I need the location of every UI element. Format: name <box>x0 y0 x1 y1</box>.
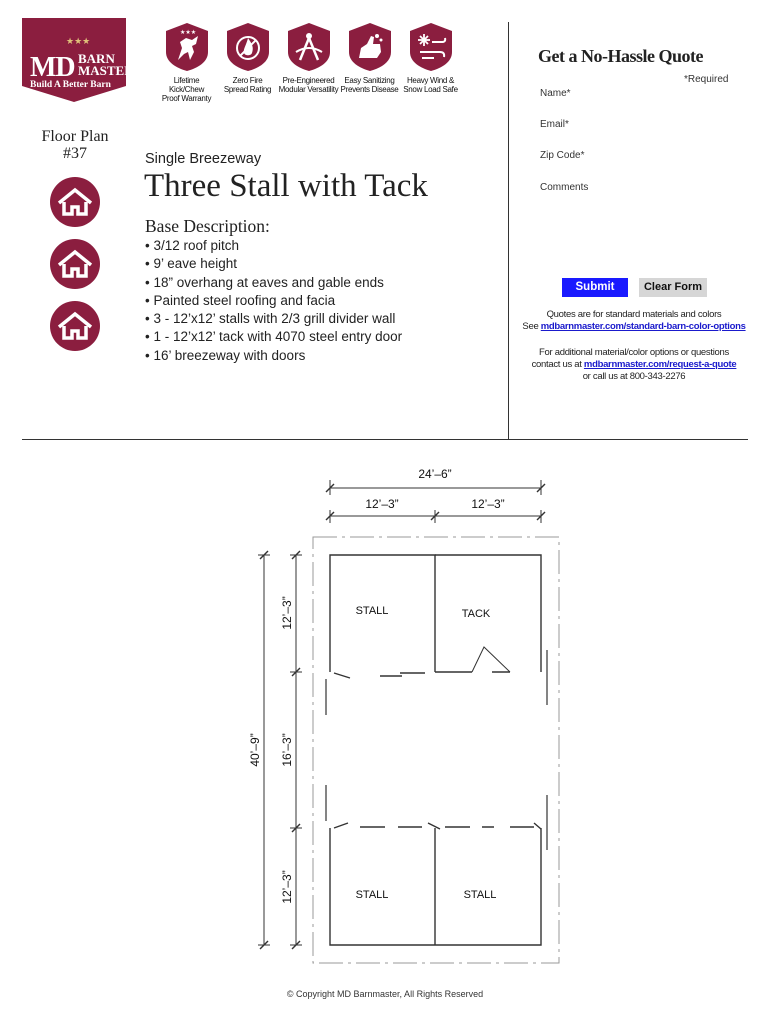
feature-label: Lifetime Kick/Chew Proof Warranty <box>161 76 212 103</box>
feature-label: Pre-Engineered Modular Versatility <box>278 76 339 94</box>
quote-form-title: Get a No-Hassle Quote <box>538 46 703 66</box>
dimension-left-width: 12’–3” <box>365 497 399 511</box>
roof-overhang-outline <box>313 537 559 963</box>
name-field[interactable]: Name* <box>540 88 571 99</box>
copyright: © Copyright MD Barnmaster, All Rights Reserved <box>286 989 484 999</box>
dimension-breezeway-depth: 16’–3” <box>280 733 294 767</box>
base-description-heading: Base Description: <box>145 216 270 236</box>
list-item: • 16’ breezeway with doors <box>145 347 402 365</box>
room-label-tack: TACK <box>461 608 491 620</box>
plan-title: Three Stall with Tack <box>144 168 428 204</box>
room-label-stall: STALL <box>463 889 497 901</box>
colors-note: Quotes are for standard materials and colors See mdbarnmaster.com/standard-barn-color-options <box>522 309 746 332</box>
svg-text:★★★: ★★★ <box>66 37 91 47</box>
email-field[interactable]: Email* <box>540 119 569 130</box>
room-label-stall: STALL <box>355 605 389 617</box>
feature-label: Zero Fire Spread Rating <box>223 76 272 94</box>
dimension-right-width: 12’–3” <box>471 497 505 511</box>
request-quote-link[interactable]: mdbarnmaster.com/request-a-quote <box>583 359 737 370</box>
color-options-link[interactable]: mdbarnmaster.com/standard-barn-color-options <box>540 321 746 332</box>
top-left-door <box>334 673 425 678</box>
dimension-bottom-depth: 12’–3” <box>280 870 294 904</box>
floor-plan-label: Floor Plan #37 <box>41 128 109 162</box>
stall-bottom-walls <box>330 828 541 945</box>
list-item: • 3 - 12’x12’ stalls with 2/3 grill divider wall <box>145 310 402 328</box>
feature-label: Easy Sanitizing Prevents Disease <box>340 76 399 94</box>
logo-md: MD <box>30 52 75 83</box>
logo-barn-master: BARN MASTER <box>78 51 134 78</box>
breezeway-doors <box>326 650 547 850</box>
dimension-overall-width: 24’–6” <box>418 467 452 481</box>
list-item: • 1 - 12’x12’ tack with 4070 steel entry door <box>145 328 402 346</box>
submit-button[interactable]: Submit <box>562 278 628 297</box>
contact-note: For additional material/color options or questions contact us at mdbarnmaster.com/request-a-quote or call us at 800-343-2276 <box>531 347 737 382</box>
clear-form-button[interactable]: Clear Form <box>639 278 707 297</box>
comments-field[interactable]: Comments <box>540 182 589 193</box>
plan-subtitle: Single Breezeway <box>145 151 262 167</box>
svg-text:★★★: ★★★ <box>179 29 196 36</box>
required-note: *Required <box>684 74 729 85</box>
list-item: • 18” overhang at eaves and gable ends <box>145 274 402 292</box>
logo-tagline: Build A Better Barn <box>30 80 111 90</box>
list-item: • Painted steel roofing and facia <box>145 292 402 310</box>
tack-door-swing <box>472 647 510 672</box>
list-item: • 3/12 roof pitch <box>145 237 402 255</box>
bottom-doors <box>334 823 541 829</box>
feature-label: Heavy Wind & Snow Load Safe <box>403 76 458 94</box>
zip-code-field[interactable]: Zip Code* <box>540 150 585 161</box>
dimension-top-depth: 12’–3” <box>280 596 294 630</box>
list-item: • 9’ eave height <box>145 255 402 273</box>
room-label-stall: STALL <box>355 889 389 901</box>
dimension-overall-length: 40’–9” <box>248 733 262 767</box>
